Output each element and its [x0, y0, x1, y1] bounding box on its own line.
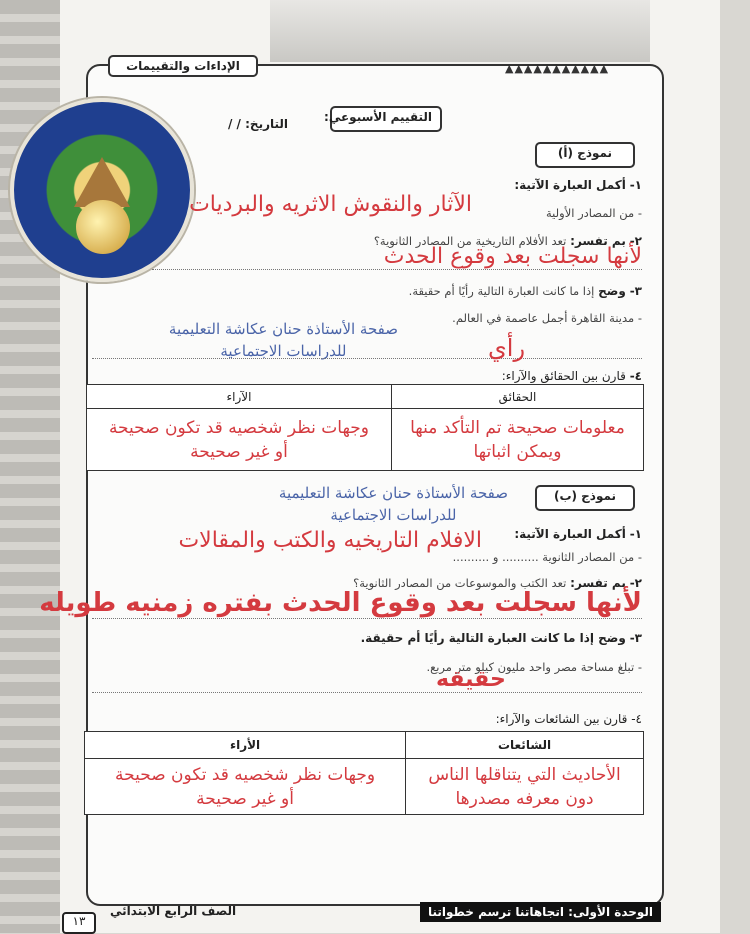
watermark-line: للدراسات الاجتماعية: [330, 506, 457, 524]
q1-num: ١-: [629, 178, 642, 192]
unit-title: الوحدة الأولى: اتجاهاتنا ترسم خطواتنا: [420, 902, 661, 922]
column-header: الآراء: [87, 385, 392, 409]
header-pyramids-image: [270, 0, 650, 62]
weekly-assessment-box: التقييم الأسبوعي:: [330, 106, 442, 132]
table-cell: [85, 759, 406, 815]
q3-num: ٣-: [629, 284, 642, 298]
rumors-opinions-table: [84, 731, 644, 815]
q2-prompt: تعد الكتب والموسوعات من المصادر الثانوية؟: [353, 576, 567, 590]
watermark-line: صفحة الأستاذة حنان عكاشة التعليمية: [278, 484, 508, 502]
watermark-a: [169, 318, 398, 362]
cell-line: معلومات صحيحة تم التأكد منها: [410, 417, 625, 438]
q2-num: ٢-: [629, 234, 642, 248]
q3-num: ٣-: [629, 631, 642, 645]
q2-answer: لأنها سجلت بعد وقوع الحدث: [152, 244, 642, 270]
column-header: الحقائق: [391, 385, 643, 409]
q2-prompt: تعد الأفلام التاريخية من المصادر الثانوية؟: [373, 234, 567, 248]
page-number: ١٣: [62, 912, 96, 934]
cell-line: الأحاديث التي يتناقلها الناس: [428, 764, 621, 785]
q2-num: ٢-: [629, 576, 642, 590]
model-b-title: نموذج (ب): [535, 485, 635, 511]
table-cell: [87, 409, 392, 471]
q1-answer: الافلام التاريخيه والكتب والمقالات: [178, 528, 482, 553]
q1-num: ١-: [629, 527, 642, 541]
cell-line: ويمكن اثباتها: [473, 441, 562, 462]
q3-label: وضح إذا ما كانت العبارة التالية رأيًا أم حقيقة.: [360, 631, 626, 645]
globe-icon: [76, 200, 130, 254]
cell-line: أو غير صحيحة: [190, 441, 288, 462]
q4-num: ٤-: [629, 369, 642, 383]
column-header: الشائعات: [406, 732, 644, 759]
q3-statement: - مدينة القاهرة أجمل عاصمة في العالم.: [452, 311, 642, 325]
facts-opinions-table: [86, 384, 644, 471]
q2-label: بم تفسر:: [570, 576, 626, 590]
model-a-title: نموذج (أ): [535, 142, 635, 168]
q1-label: أكمل العبارة الآتية:: [514, 178, 626, 192]
triangle-ornament: ▲▲▲▲▲▲▲▲▲▲▲: [505, 62, 610, 75]
cell-line: أو غير صحيحة: [196, 788, 294, 809]
table-cell: [391, 409, 643, 471]
q3-label: وضح: [598, 284, 626, 298]
q1-label: أكمل العبارة الآتية:: [514, 527, 626, 541]
watermark-line: صفحة الأستاذة حنان عكاشة التعليمية: [168, 320, 398, 338]
section-tab: الإداءات والتقييمات: [108, 55, 258, 77]
q3-answer: حقيقه: [436, 667, 506, 692]
column-header: الأراء: [85, 732, 406, 759]
q1-answer: الآثار والنقوش الاثريه والبرديات: [189, 192, 472, 217]
grade-label: الصف الرابع الابتدائي: [110, 904, 237, 918]
cell-line: وجهات نظر شخصيه قد تكون صحيحة: [108, 417, 370, 438]
q4-label: قارن بين الحقائق والآراء:: [501, 369, 626, 383]
q1-prompt: - من المصادر الثانوية .......... و ..........: [452, 550, 642, 564]
date-label: التاريخ: / /: [228, 117, 289, 131]
q1-prompt: - من المصادر الأولية: [546, 206, 642, 220]
q3-prompt: إذا ما كانت العبارة التالية رأيًا أم حقيقة.: [408, 284, 595, 298]
watermark-b: [279, 482, 508, 526]
cell-line: وجهات نظر شخصيه قد تكون صحيحة: [115, 764, 376, 785]
watermark-line: للدراسات الاجتماعية: [220, 342, 347, 360]
cell-line: دون معرفه مصدرها: [455, 788, 594, 809]
table-cell: [406, 759, 644, 815]
q2-label: بم تفسر:: [570, 234, 626, 248]
answer-line: [92, 692, 642, 693]
q4-label: قارن بين الشائعات والآراء:: [495, 712, 628, 726]
q2-answer: لأنها سجلت بعد وقوع الحدث بفتره زمنيه طويله: [39, 588, 642, 618]
q3-statement: - تبلغ مساحة مصر واحد مليون كيلو متر مربع.: [426, 660, 642, 674]
answer-line: [92, 358, 642, 359]
q3-answer: رأي: [488, 334, 526, 362]
q4-num: ٤-: [631, 712, 642, 726]
